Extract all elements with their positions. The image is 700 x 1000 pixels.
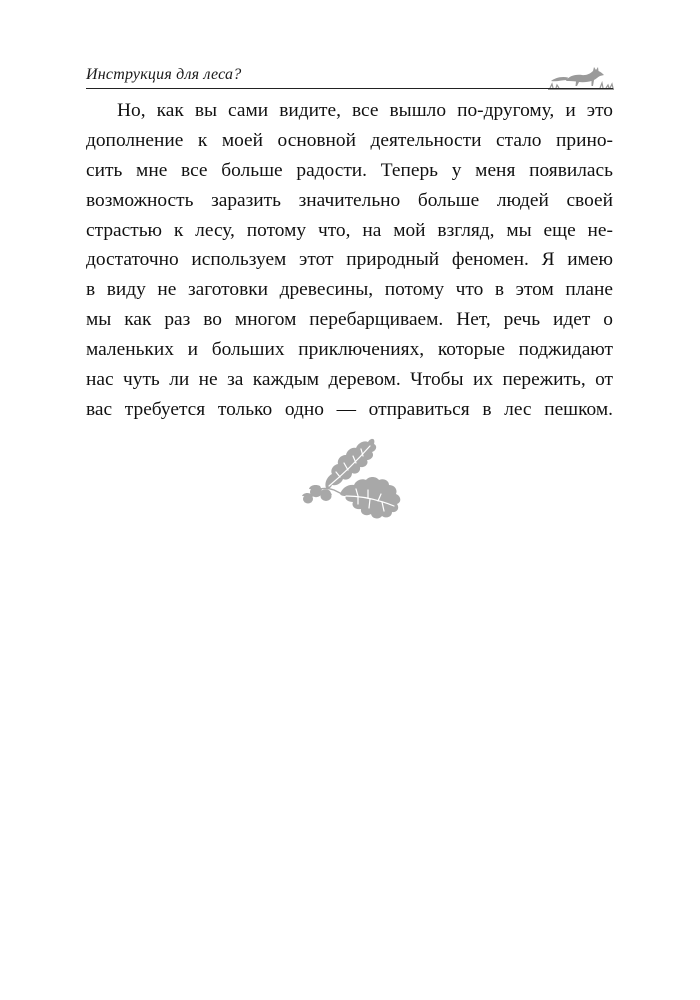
body-paragraph	[86, 96, 613, 425]
oak-leaves-acorns-icon	[296, 432, 408, 524]
paragraph-line: маленьких и больших приключениях, которые поджидают	[86, 339, 613, 361]
paragraph-line: нас чуть ли не за каждым деревом. Чтобы их пережить, от	[86, 369, 613, 391]
paragraph-line: в виду не заготовки древесины, потому что в этом плане	[86, 279, 613, 301]
paragraph-line: Но, как вы сами видите, все вышло по-другому, и это	[117, 100, 613, 121]
paragraph-line: вас требуется только одно — отправиться в лес пешком.	[86, 398, 613, 420]
running-title: Инструкция для леса?	[86, 66, 242, 83]
paragraph-line: сить мне все больше радости. Теперь у меня появилась	[86, 159, 613, 181]
paragraph-line: дополнение к моей основной деятельности стало прино-	[86, 129, 613, 151]
paragraph-line: страстью к лесу, потому что, на мой взгляд, мы еще не-	[86, 219, 613, 241]
header-rule	[86, 88, 613, 89]
fox-icon	[548, 58, 614, 90]
paragraph-line: возможность заразить значительно больше людей своей	[86, 189, 613, 211]
paragraph-line: мы как раз во многом перебарщиваем. Нет, речь идет о	[86, 309, 613, 331]
paragraph-line: достаточно используем этот природный феномен. Я имею	[86, 249, 613, 271]
